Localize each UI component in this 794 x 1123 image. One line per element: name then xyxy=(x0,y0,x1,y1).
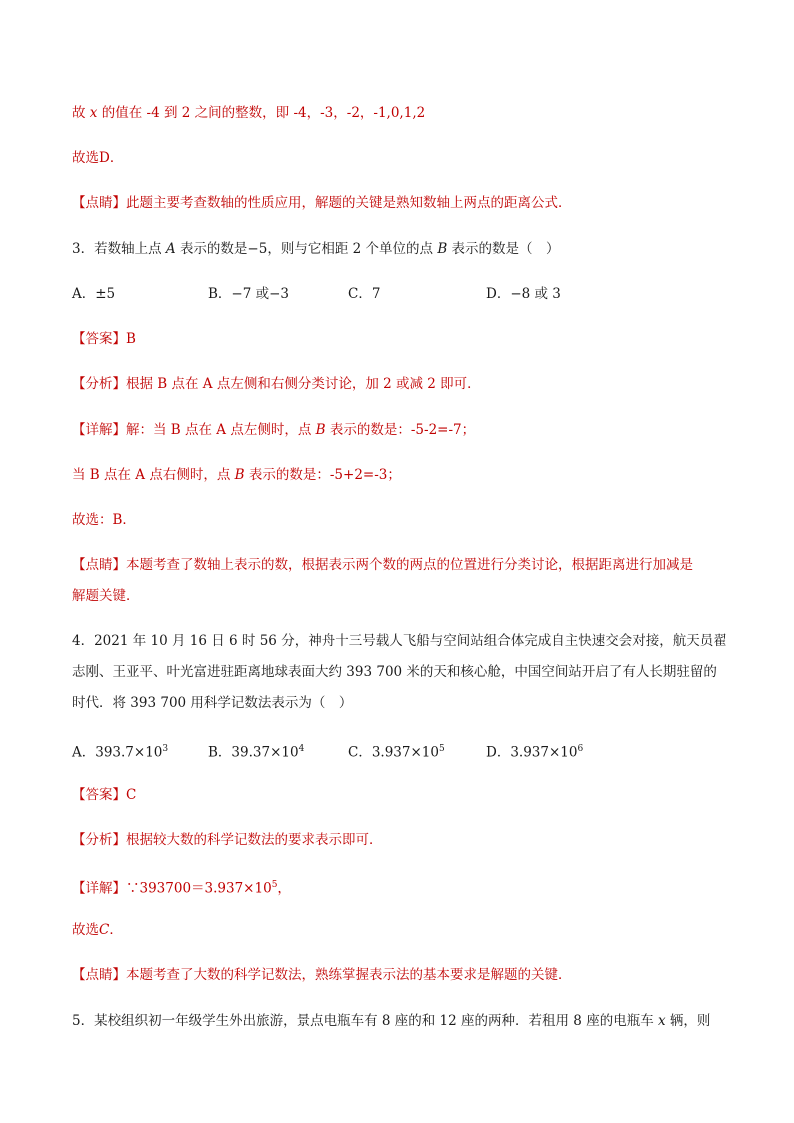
text: 表示的数是：-5-2=-7； xyxy=(329,422,476,438)
q4-option-c xyxy=(348,740,445,762)
text: 当 B 点在 A 点右侧时，点 xyxy=(72,467,231,483)
math-var: A xyxy=(165,241,176,257)
text: 故 xyxy=(72,105,86,121)
question-4-line-2: 志刚、王亚平、叶光富进驻距离地球表面大约 393 700 米的天和核心舱，中国空间站开启了有人长期驻留的 xyxy=(72,664,717,680)
comment-text: 本题考查了数轴上表示的数，根据表示两个数的两点的位置进行分类讨论，根据距离进行加减是 xyxy=(126,557,693,573)
math-var: B xyxy=(315,422,326,438)
comment-tag: 【点睛】 xyxy=(72,195,126,211)
text: ∵393700＝3.937×10 xyxy=(126,880,272,897)
answer-value: C xyxy=(126,787,137,803)
answer-value: B xyxy=(126,331,136,347)
text: 表示的数是−5，则与它相距 2 个单位的点 xyxy=(179,241,434,257)
text: ． xyxy=(109,922,123,938)
comment-tag: 【点睛】 xyxy=(72,967,126,983)
math-var: x xyxy=(89,105,98,121)
text: 到 xyxy=(163,105,178,121)
q3-option-c: C．7 xyxy=(348,286,381,302)
q3-option-b: B．−7 或−3 xyxy=(208,286,290,302)
q4-analysis xyxy=(72,831,383,849)
question-3-stem xyxy=(72,240,560,258)
text: 2 xyxy=(181,105,191,121)
q3-select: 故选：B． xyxy=(72,512,136,528)
q3-detail-1 xyxy=(72,421,475,439)
exponent: 6 xyxy=(577,744,584,754)
exponent: 4 xyxy=(298,744,305,754)
solution-line-range xyxy=(72,104,425,122)
q3-detail-2 xyxy=(72,466,401,484)
math-var: B xyxy=(437,241,448,257)
question-5-line-1 xyxy=(72,1012,710,1030)
exponent: 5 xyxy=(271,880,278,890)
q4-select xyxy=(72,921,123,939)
detail-tag: 【详解】 xyxy=(72,880,126,897)
q4-option-b xyxy=(208,740,304,762)
q4-option-a xyxy=(72,740,168,762)
text: B．39.37×10 xyxy=(208,744,299,761)
q4-option-d xyxy=(486,740,583,762)
text: C．3.937×10 xyxy=(348,744,439,761)
text: D．3.937×10 xyxy=(486,744,578,761)
analysis-tag: 【分析】 xyxy=(72,376,126,392)
analysis-tag: 【分析】 xyxy=(72,832,126,848)
text: ， xyxy=(277,880,291,897)
text: -4，-3，-2，-1,0,1,2 xyxy=(293,105,426,121)
comment-line xyxy=(72,194,572,212)
text: 3．若数轴上点 xyxy=(72,241,162,257)
q3-analysis xyxy=(72,375,481,393)
math-var: C xyxy=(99,922,110,938)
text: 辆，则 xyxy=(669,1013,711,1029)
q3-comment-2: 解题关键． xyxy=(72,588,140,604)
comment-tag: 【点睛】 xyxy=(72,557,126,573)
analysis-text: 根据较大数的科学记数法的要求表示即可． xyxy=(126,832,383,848)
text: 表示的数是（ ） xyxy=(451,241,560,257)
q4-detail xyxy=(72,876,291,898)
q3-answer xyxy=(72,330,136,348)
text: 之间的整数，即 xyxy=(194,105,290,121)
text: 解：当 B 点在 A 点左侧时，点 xyxy=(126,422,312,438)
question-4-line-3: 时代．将 393 700 用科学记数法表示为（ ） xyxy=(72,695,353,711)
text: 故选 xyxy=(72,922,99,938)
text: 表示的数是：-5+2=-3； xyxy=(248,467,401,483)
analysis-text: 根据 B 点在 A 点左侧和右侧分类讨论，加 2 或减 2 即可． xyxy=(126,376,481,392)
exponent: 5 xyxy=(438,744,445,754)
text: -4 xyxy=(146,105,160,121)
q4-answer xyxy=(72,786,136,804)
comment-text: 本题考查了大数的科学记数法，熟练掌握表示法的基本要求是解题的关键． xyxy=(126,967,572,983)
comment-text: 此题主要考查数轴的性质应用，解题的关键是熟知数轴上两点的距离公式． xyxy=(126,195,572,211)
choose-line: 故选D． xyxy=(72,150,124,166)
q3-option-a: A．±5 xyxy=(72,286,116,302)
q3-comment-1 xyxy=(72,556,693,574)
answer-tag: 【答案】 xyxy=(72,331,126,347)
text: 的值在 xyxy=(101,105,143,121)
question-4-line-1: 4．2021 年 10 月 16 日 6 时 56 分，神舟十三号载人飞船与空间站组合体完成自主快速交会对接，航天员翟 xyxy=(72,633,727,649)
exponent: 3 xyxy=(162,744,169,754)
math-var: B xyxy=(234,467,245,483)
detail-tag: 【详解】 xyxy=(72,422,126,438)
q3-option-d: D．−8 或 3 xyxy=(486,286,561,302)
text: A．393.7×10 xyxy=(72,744,163,761)
answer-tag: 【答案】 xyxy=(72,787,126,803)
math-var: x xyxy=(658,1013,666,1029)
text: 5．某校组织初一年级学生外出旅游，景点电瓶车有 8 座的和 12 座的两种．若租用 8 座的电瓶车 xyxy=(72,1013,654,1029)
q4-comment xyxy=(72,966,572,984)
